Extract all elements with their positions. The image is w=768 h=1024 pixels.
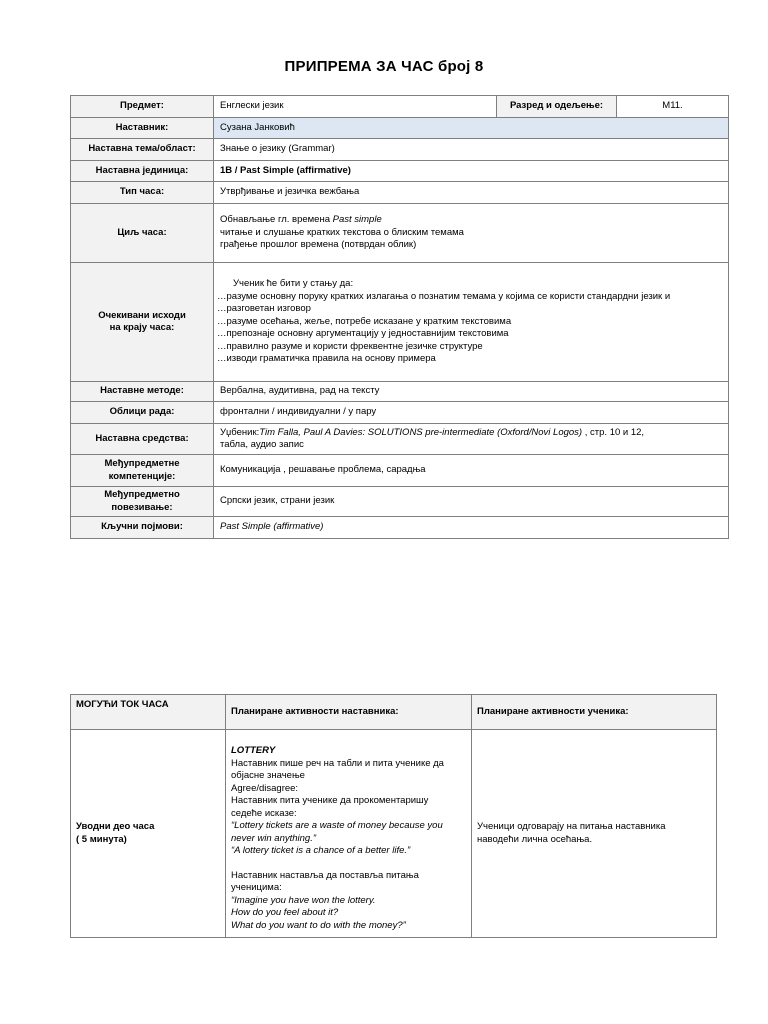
forms-label: Облици рада: [71,402,214,424]
outcome-item: …препознаје основну аргументацију у једноставнијим текстовима [217,328,509,340]
outcome-item: …правилно разуме и користи фреквентне језичке структуре [217,340,483,352]
row-subject [71,96,729,118]
lesson-plan-table [70,95,729,539]
correlation-label [71,487,214,517]
methods-label: Наставне методе: [71,382,214,402]
teacher-line: Наставник пита ученике да прокоментаришу [231,795,429,806]
spacer [231,858,466,870]
page-title: ПРИПРЕМА ЗА ЧАС број 8 [284,58,484,75]
quote-line: “Lottery tickets are a waste of money because you [231,820,443,831]
outcomes-intro: Ученик ће бити у стању да: [233,278,354,290]
lesson-flow-table [70,694,717,938]
row-forms [71,402,729,424]
teacher-line: ученицима: [231,882,282,893]
outcomes-value [214,263,729,382]
competences-label-line-2: компетенције: [108,470,176,482]
methods-value: Вербална, аудитивна, рад на тексту [214,382,729,402]
keywords-label: Кључни појмови: [71,517,214,539]
subject-value: Енглески језик [214,96,497,118]
teacher-line: Наставник пише реч на табли и пита ученике да [231,757,444,769]
outcomes-label [71,263,214,382]
goal-line-1-em: Past simple [332,214,382,226]
quote-line: “A lottery ticket is a chance of a better life.” [231,845,411,856]
goal-line-2: читање и слушање кратких текстова о блиским темама [220,226,464,238]
keywords-value: Past Simple (affirmative) [214,517,729,539]
outcome-item: …изводи граматичка правила на основу примера [217,353,436,365]
intro-stage-line-2: ( 5 минута) [76,833,127,845]
row-methods [71,382,729,402]
flow-col-header-students: Планиране активности ученика: [472,695,717,730]
outcomes-label-line-2: на крају часа: [109,322,175,333]
topic-value: Знање о језику (Grammar) [214,139,729,161]
materials-line-2: табла, аудио запис [220,439,304,450]
row-correlation [71,487,729,517]
flow-intro-row [71,730,717,938]
intro-student-activities [472,730,717,938]
materials-pre: Уџбеник: [220,426,260,438]
intro-teacher-activities [226,730,472,938]
row-outcomes [71,263,729,382]
student-line: Ученици одговарају на питања наставника [477,821,666,832]
flow-header-row [71,695,717,730]
teacher-line: Наставник наставља да поставља питања [231,869,419,881]
goal-value [214,204,729,263]
teacher-line: Agree/disagree: [231,782,299,794]
teacher-value: Сузана Јанковић [214,118,729,139]
unit-value: 1B / Past Simple (affirmative) [214,161,729,182]
row-materials [71,424,729,455]
goal-label: Циљ часа: [71,204,214,263]
quote-line: never win anything.” [231,832,317,844]
lesson-type-value: Утврђивање и језичка вежбања [214,182,729,204]
materials-post: , стр. 10 и 12, [582,426,645,438]
grade-value: М11. [617,96,729,118]
intro-stage-line-1: Уводни део часа [76,821,155,832]
correlation-label-line-1: Међупредметно [104,489,180,500]
row-keywords [71,517,729,539]
competences-value: Комуникација , решавање проблема, сарадња [214,455,729,487]
lottery-heading: LOTTERY [231,745,276,756]
competences-label-line-1: Међупредметне [104,458,180,469]
grade-label: Разред и одељење: [497,96,617,118]
goal-line-1: Обнављање гл. времена [220,214,333,226]
goal-line-3: грађење прошлог времена (потврдан облик) [220,239,417,251]
question-line: “Imagine you have won the lottery. [231,894,376,906]
competences-label [71,455,214,487]
row-goal [71,204,729,263]
materials-label: Наставна средства: [71,424,214,455]
forms-value: фронтални / индивидуални / у пару [214,402,729,424]
question-line: What do you want to do with the money?” [231,919,406,931]
flow-col-header-stage: МОГУЋИ ТОК ЧАСА [71,695,226,730]
row-unit [71,161,729,182]
outcome-item: …разуме основну поруку кратких излагања о познатим темама у којима се користи стандардни језик и [217,290,671,302]
row-topic [71,139,729,161]
question-line: How do you feel about it? [231,907,339,918]
unit-label: Наставна јединица: [71,161,214,182]
correlation-value: Српски језик, страни језик [214,487,729,517]
student-line: наводећи лична осећања. [477,833,593,845]
materials-value [214,424,729,455]
row-teacher [71,118,729,139]
outcome-item: …разговетан изговор [217,303,311,315]
correlation-label-line-2: повезивање: [111,501,173,513]
teacher-line: објасне значење [231,770,305,781]
row-competences [71,455,729,487]
teacher-label: Наставник: [71,118,214,139]
intro-stage-label [71,730,226,938]
subject-label: Предмет: [71,96,214,118]
row-lesson-type [71,182,729,204]
outcomes-label-line-1: Очекивани исходи [98,309,186,321]
materials-book: Tim Falla, Paul A Davies: SOLUTIONS pre-intermediate (Oxford/Novi Logos) [259,426,583,438]
flow-col-header-teacher: Планиране активности наставника: [226,695,472,730]
lesson-type-label: Тип часа: [71,182,214,204]
teacher-line: седеће исказе: [231,807,297,819]
topic-label: Наставна тема/област: [71,139,214,161]
outcome-item: …разуме осећања, жеље, потребе исказане у кратким текстовима [217,315,512,327]
